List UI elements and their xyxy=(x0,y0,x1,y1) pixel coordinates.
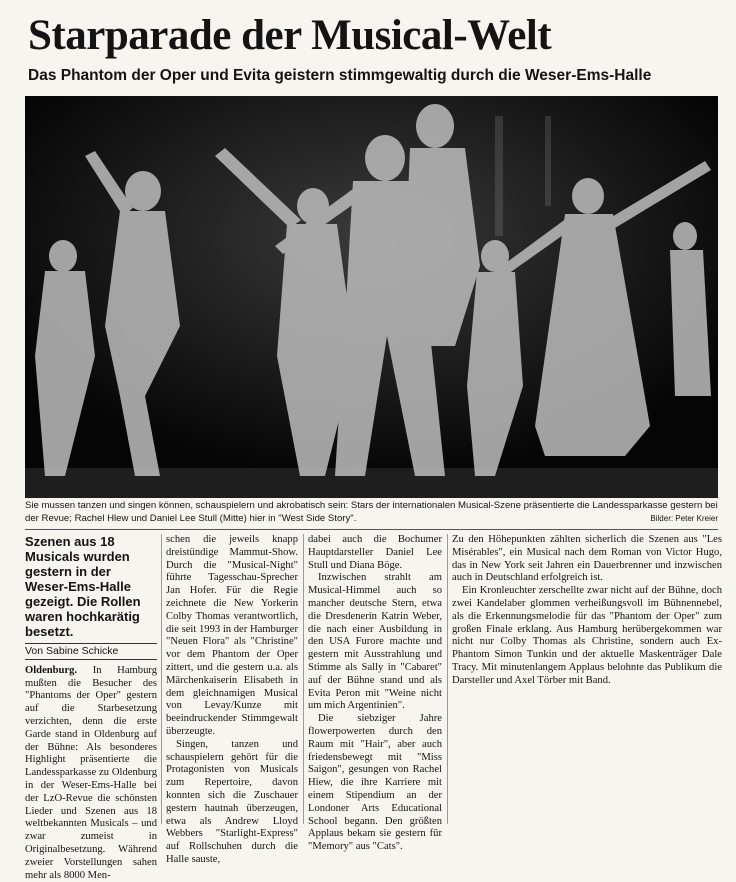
dateline: Oldenburg. xyxy=(25,664,78,676)
column-rule xyxy=(161,534,162,824)
column-rule xyxy=(303,534,304,824)
section-divider xyxy=(25,529,718,530)
article-paragraph: Die siebziger Jahre flowerpowerten durch den Raum mit "Hair", aber auch friedensbewegt mit "Miss Saigon", gesungen von Rachel Hiew, die ihre Karriere mit einem Stipendium an der Londoner Arts Educational School begann. Den größten Applaus bekam sie gestern für "Memory" aus "Cats". xyxy=(308,713,442,853)
article-column-4 xyxy=(452,534,722,826)
article-paragraph: Singen, tanzen und schauspielern gehört für die Protagonisten von Musicals zum Repertoire, davon konnten sich die Zuschauer gestern hautnah überzeugen, etwa als Andrew Lloyd Webbers "Starlight-Express" auf Rollschuhen durch die Halle sauste, xyxy=(166,738,298,865)
subheadline: Das Phantom der Oper und Evita geistern stimmgewaltig durch die Weser-Ems-Halle xyxy=(28,67,652,84)
article-column-1 xyxy=(25,534,157,881)
photo-caption xyxy=(25,500,718,525)
article-paragraph xyxy=(25,665,157,882)
photo-caption-text: Sie mussen tanzen und singen können, schauspielern und akrobatisch sein: Stars der internationalen Musical-Szene präsentierte die Landessparkasse gestern bei der Revue; Rachel Hlew und Daniel Lee Stull (Mitte) hier in "West Side Story". xyxy=(25,500,718,524)
article-teaser: Szenen aus 18 Musicals wurden gestern in der Weser-Ems-Halle gezeigt. Die Rollen waren hochkarätig besetzt. xyxy=(25,534,141,639)
article-column-2 xyxy=(166,534,298,865)
photo-credit: Bilder: Peter Kreier xyxy=(650,513,718,523)
article-paragraph: Zu den Höhepunkten zählten sicherlich die Szenen aus "Les Misérables", ein Musical nach dem Roman von Victor Hugo, das in New York seit Jahren ein Dauerbrenner und inzwischen auch in Deutschland erfolgreich ist. xyxy=(452,534,722,584)
article-paragraph: dabei auch die Bochumer Hauptdarsteller Daniel Lee Stull und Diana Böge. xyxy=(308,534,442,571)
stage-photo xyxy=(25,96,718,498)
article-text: In Hamburg mußten die Besucher des "Phantoms der Oper" gestern auf die Starbesetzung verzichten, denn die erste Garde stand in Oldenburg auf der Bühne: Als besonderes Highlight präsentierte die Landessparkasse zu Oldenburg in der Weser-Ems-Halle bei der LzO-Revue die schönsten Lieder und Szenen aus 18 weltbekannten Musicals – und zwar zumeist in Originalbesetzung. Während zweier Vorstellungen sahen mehr als 8000 Men- xyxy=(25,664,157,881)
column-rule xyxy=(447,534,448,824)
article-paragraph: Inzwischen strahlt am Musical-Himmel auch so mancher deutsche Stern, etwa die Dresdenerin Katrin Weber, die nach einer Ausbildung in den USA Furore machte und gestern mit Ausstrahlung und Stimme als Sally in "Cabaret" auf der Bühne stand und als Evita Peron mit "Weine nicht um mich Argentinien". xyxy=(308,572,442,712)
stage-photo-image xyxy=(25,96,718,498)
article-paragraph: schen die jeweils knapp dreistündige Mammut-Show. Durch die "Musical-Night" führte Tagesschau-Sprecher Jan Hofer. Für die Regie zeichnete die New Yorkerin Colby Thomas verantwortlich, die seit 1993 in der Hamburger "Neuen Flora" als "Christine" vor dem Phantom der Oper zittert, und die gestern u.a. als Märchenkaiserin Elisabeth in dem gleichnamigen Musical von Levay/Kunze mit beeindruckender Stimmgewalt überzeugte. xyxy=(166,534,298,737)
article-paragraph: Ein Kronleuchter zerschellte zwar nicht auf der Bühne, doch zwei Kandelaber glommen verheißungsvoll im Bühnennebel, als die Erkennungsmelodie für das "Phantom der Oper" zum großen Finale erklang. Aus Hamburg herübergekommen war nicht nur Colby Thomas als Christine, sondern auch Ex-Phantom Simon Tunkin und der aktuelle Maskenträger Dale Tracy. Mit minutenlangem Applaus belohnte das Publikum die Darsteller und Axel Törber mit Band. xyxy=(452,585,722,686)
article-column-3 xyxy=(308,534,442,853)
byline: Von Sabine Schicke xyxy=(25,643,157,660)
headline: Starparade der Musical-Welt xyxy=(28,12,552,59)
